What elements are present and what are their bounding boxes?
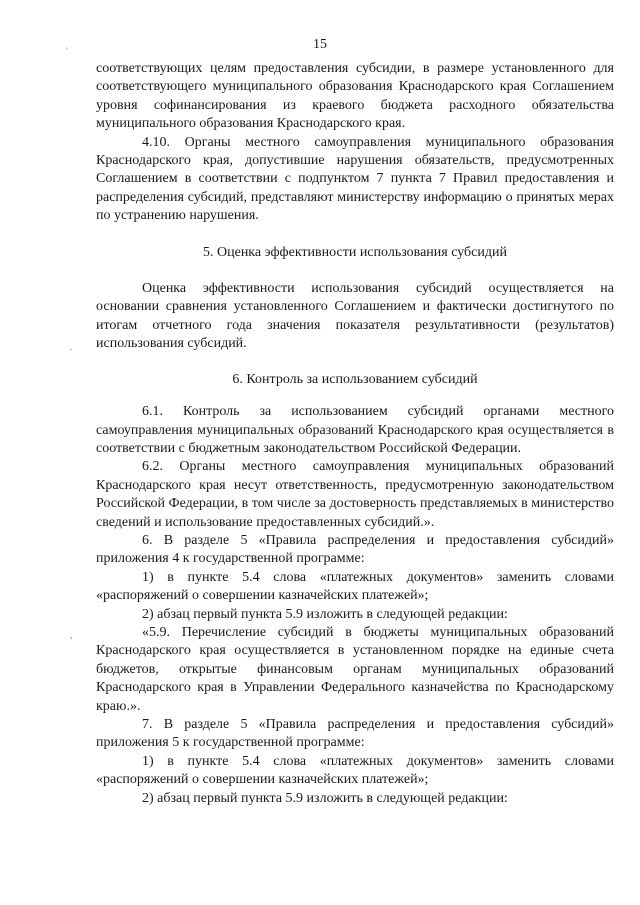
paragraph: 6.2. Органы местного самоуправления муниципальных образований Краснодарского края несут ответственность, предусмотренную законодательством Российской Федерации, в том числе за достоверность представляемых в министерство сведений и использование предоставленных субсидий.». — [96, 459, 614, 530]
paragraph: 1) в пункте 5.4 слова «платежных документов» заменить словами «распоряжений о совершении казначейских платежей»; — [96, 569, 614, 604]
paragraph: 2) абзац первый пункта 5.9 изложить в следующей редакции: — [142, 606, 508, 622]
paragraph: 4.10. Органы местного самоуправления муниципального образования Краснодарского края, допустившие нарушения обязательств, предусмотренных Соглашением в соответствии с подпунктом 7 пункта 7 Правил предоставления и распределения субсидий, представляют министерству информацию о принятых мерах по устранению нарушения. — [96, 134, 614, 224]
paragraph: 7. В разделе 5 «Правила распределения и предоставления субсидий» приложения 5 к государственной программе: — [96, 717, 614, 751]
paragraph: 1) в пункте 5.4 слова «платежных документов» заменить словами «распоряжений о совершении казначейских платежей»; — [96, 753, 614, 788]
paragraph: «5.9. Перечисление субсидий в бюджеты муниципальных образований Краснодарского края осуществляется в установленном порядке на единые счета бюджетов, открытые финансовым органам муниципальных образований Краснодарского края в Управлении Федерального казначейства по Краснодарскому краю.». — [96, 624, 614, 714]
paragraph: 6.1. Контроль за использованием субсидий органами местного самоуправления муниципальных образований Краснодарского края осуществляется в соответствии с бюджетным законодательством Российской Федерации. — [96, 404, 614, 456]
section-heading: 6. Контроль за использованием субсидий — [232, 371, 478, 387]
document-body — [96, 60, 614, 808]
page-number: 15 — [313, 37, 327, 52]
section-heading: 5. Оценка эффективности использования субсидий — [203, 244, 507, 260]
paragraph: Оценка эффективности использования субсидий осуществляется на основании сравнения установленного Соглашением и фактически достигнутого по итогам отчетного года значения показателя результативности (результатов) использования субсидий. — [96, 281, 614, 352]
paragraph: 6. В разделе 5 «Правила распределения и предоставления субсидий» приложения 4 к государственной программе: — [96, 532, 614, 567]
paragraph: 2) абзац первый пункта 5.9 изложить в следующей редакции: — [142, 790, 508, 806]
margin-mark: ' — [66, 46, 68, 56]
margin-mark: . — [70, 342, 73, 352]
margin-mark: , — [70, 630, 73, 640]
paragraph: соответствующих целям предоставления субсидии, в размере установленного для соответствующего муниципального образования Краснодарского края Соглашением уровня софинансирования из краевого бюджета расходного обязательства муниципального образования Краснодарского края. — [96, 61, 614, 132]
